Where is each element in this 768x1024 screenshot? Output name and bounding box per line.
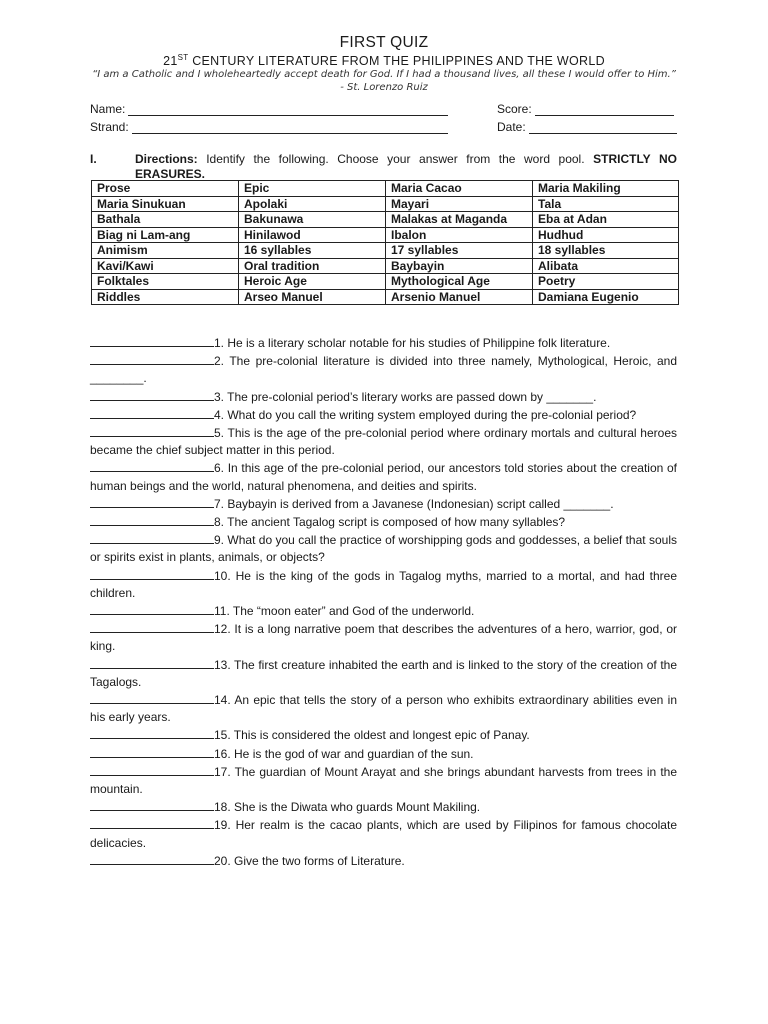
word-pool-cell: 16 syllables bbox=[239, 243, 386, 259]
question-item bbox=[90, 495, 677, 513]
word-pool-cell: Bakunawa bbox=[239, 212, 386, 228]
answer-blank[interactable] bbox=[90, 424, 214, 437]
word-pool-cell: Eba at Adan bbox=[533, 212, 679, 228]
question-item bbox=[90, 388, 677, 406]
word-pool-cell: Baybayin bbox=[386, 258, 533, 274]
word-pool-cell: Oral tradition bbox=[239, 258, 386, 274]
answer-blank[interactable] bbox=[90, 745, 214, 758]
answer-blank[interactable] bbox=[90, 334, 214, 347]
section-number: I. bbox=[90, 152, 97, 166]
question-item bbox=[90, 745, 677, 763]
question-text: 1. He is a literary scholar notable for his studies of Philippine folk literature. bbox=[214, 336, 611, 350]
question-text: 11. The “moon eater” and God of the underworld. bbox=[214, 604, 475, 619]
answer-blank[interactable] bbox=[90, 726, 214, 739]
answer-blank[interactable] bbox=[90, 352, 214, 365]
subject-title-number: 21 bbox=[163, 54, 178, 68]
answer-blank[interactable] bbox=[90, 763, 214, 776]
question-text: 3. The pre-colonial period’s literary works are passed down by _______. bbox=[214, 389, 597, 404]
question-text: 12. It is a long narrative poem that describes the adventures of a hero, warrior, god, or king. bbox=[90, 622, 677, 654]
question-text: 10. He is the king of the gods in Tagalog myths, married to a mortal, and had three children. bbox=[90, 568, 677, 600]
word-pool-cell: Mayari bbox=[386, 196, 533, 212]
question-item bbox=[90, 798, 677, 816]
date-field[interactable] bbox=[497, 120, 677, 134]
word-pool-cell: Kavi/Kawi bbox=[92, 258, 239, 274]
word-pool-cell: Bathala bbox=[92, 212, 239, 228]
question-text: 19. Her realm is the cacao plants, which are used by Filipinos for famous chocolate delicacies. bbox=[90, 818, 677, 850]
quote-author: - St. Lorenzo Ruiz bbox=[340, 82, 428, 93]
name-field[interactable] bbox=[90, 102, 448, 116]
word-pool-cell: Ibalon bbox=[386, 227, 533, 243]
answer-blank[interactable] bbox=[90, 459, 214, 472]
question-item bbox=[90, 816, 677, 851]
answer-blank[interactable] bbox=[90, 620, 214, 633]
answer-blank[interactable] bbox=[90, 567, 214, 580]
word-pool-row bbox=[92, 181, 679, 197]
word-pool-cell: Alibata bbox=[533, 258, 679, 274]
word-pool-cell: Maria Sinukuan bbox=[92, 196, 239, 212]
answer-blank[interactable] bbox=[90, 691, 214, 704]
word-pool-row bbox=[92, 243, 679, 259]
question-item bbox=[90, 459, 677, 494]
answer-blank[interactable] bbox=[90, 602, 214, 615]
answer-blank[interactable] bbox=[90, 816, 214, 829]
question-item bbox=[90, 852, 677, 870]
answer-blank[interactable] bbox=[90, 798, 214, 811]
word-pool-cell: Maria Makiling bbox=[533, 181, 679, 197]
subject-title-suffix: ST bbox=[177, 53, 189, 62]
question-text: 2. The pre-colonial literature is divided into three namely, Mythological, Heroic, and ________. bbox=[90, 354, 677, 386]
word-pool-cell: 18 syllables bbox=[533, 243, 679, 259]
directions-text: Identify the following. Choose your answer from the word pool. bbox=[197, 152, 594, 166]
answer-blank[interactable] bbox=[90, 388, 214, 401]
strand-label: Strand: bbox=[90, 120, 129, 134]
question-item bbox=[90, 334, 677, 352]
word-pool-cell: Arseo Manuel bbox=[239, 289, 386, 305]
word-pool-cell: Hudhud bbox=[533, 227, 679, 243]
question-text: 18. She is the Diwata who guards Mount Makiling. bbox=[214, 800, 481, 815]
question-item bbox=[90, 691, 677, 726]
date-label: Date: bbox=[497, 120, 526, 134]
word-pool-row bbox=[92, 227, 679, 243]
score-field[interactable] bbox=[497, 102, 674, 116]
question-text: 4. What do you call the writing system employed during the pre-colonial period? bbox=[214, 407, 637, 422]
answer-blank[interactable] bbox=[90, 531, 214, 544]
word-pool-row bbox=[92, 196, 679, 212]
question-item bbox=[90, 424, 677, 459]
word-pool-cell: Maria Cacao bbox=[386, 181, 533, 197]
question-text: 13. The first creature inhabited the earth and is linked to the story of the creation of the Tagalogs. bbox=[90, 657, 677, 689]
question-text: 6. In this age of the pre-colonial period, our ancestors told stories about the creation of human beings and the world, natural phenomena, and deities and spirits. bbox=[90, 461, 677, 493]
word-pool-cell: Prose bbox=[92, 181, 239, 197]
answer-blank[interactable] bbox=[90, 495, 214, 508]
word-pool-row bbox=[92, 212, 679, 228]
question-text: 9. What do you call the practice of worshipping gods and goddesses, a belief that souls or spirits exist in plants, animals, or objects? bbox=[90, 533, 677, 565]
page-title: FIRST QUIZ bbox=[339, 34, 429, 51]
subject-title bbox=[0, 53, 768, 68]
question-item bbox=[90, 726, 677, 744]
answer-blank[interactable] bbox=[90, 852, 214, 865]
word-pool-cell: Poetry bbox=[533, 274, 679, 290]
word-pool-row bbox=[92, 258, 679, 274]
strand-line[interactable] bbox=[132, 120, 448, 134]
word-pool-cell: Apolaki bbox=[239, 196, 386, 212]
word-pool-cell: Folktales bbox=[92, 274, 239, 290]
word-pool-cell: Biag ni Lam-ang bbox=[92, 227, 239, 243]
word-pool-cell: Damiana Eugenio bbox=[533, 289, 679, 305]
word-pool-cell: Riddles bbox=[92, 289, 239, 305]
question-item bbox=[90, 620, 677, 655]
word-pool-cell: Tala bbox=[533, 196, 679, 212]
question-text: 5. This is the age of the pre-colonial period where ordinary mortals and cultural heroes became the chief subject matter in this period. bbox=[90, 426, 677, 458]
question-text: 14. An epic that tells the story of a person who exhibits extraordinary abilities even in his early years. bbox=[90, 693, 677, 725]
name-line[interactable] bbox=[128, 102, 448, 116]
question-item bbox=[90, 602, 677, 620]
date-line[interactable] bbox=[529, 120, 677, 134]
question-text: 7. Baybayin is derived from a Javanese (Indonesian) script called _______. bbox=[214, 496, 614, 511]
question-item bbox=[90, 567, 677, 602]
word-pool-cell: Heroic Age bbox=[239, 274, 386, 290]
question-item bbox=[90, 763, 677, 798]
question-item bbox=[90, 352, 677, 387]
question-item bbox=[90, 656, 677, 691]
word-pool-cell: 17 syllables bbox=[386, 243, 533, 259]
question-text: 16. He is the god of war and guardian of the sun. bbox=[214, 746, 474, 761]
quote: “I am a Catholic and I wholeheartedly accept death for God. If I had a thousand lives, all these I would offer to Him.” bbox=[92, 69, 676, 80]
answer-blank[interactable] bbox=[90, 656, 214, 669]
strand-field[interactable] bbox=[90, 120, 448, 134]
word-pool-cell: Mythological Age bbox=[386, 274, 533, 290]
question-item bbox=[90, 406, 677, 424]
word-pool-cell: Arsenio Manuel bbox=[386, 289, 533, 305]
word-pool-table bbox=[91, 180, 679, 305]
question-text: 8. The ancient Tagalog script is composed of how many syllables? bbox=[214, 515, 566, 530]
directions-label: Directions: bbox=[135, 152, 198, 166]
question-item bbox=[90, 513, 677, 531]
word-pool-cell: Animism bbox=[92, 243, 239, 259]
answer-blank[interactable] bbox=[90, 513, 214, 526]
answer-blank[interactable] bbox=[90, 406, 214, 419]
score-line[interactable] bbox=[535, 102, 674, 116]
directions bbox=[135, 152, 677, 181]
word-pool-row bbox=[92, 289, 679, 305]
word-pool-cell: Malakas at Maganda bbox=[386, 212, 533, 228]
word-pool-row bbox=[92, 274, 679, 290]
question-text: 17. The guardian of Mount Arayat and she brings abundant harvests from trees in the mountain. bbox=[90, 764, 677, 797]
question-text: 15. This is considered the oldest and longest epic of Panay. bbox=[214, 728, 530, 743]
question-list bbox=[90, 334, 677, 870]
question-text: 20. Give the two forms of Literature. bbox=[214, 853, 405, 868]
directions-emphasis: STRICTLY NO ERASURES. bbox=[135, 152, 677, 181]
name-label: Name: bbox=[90, 102, 126, 116]
question-item bbox=[90, 531, 677, 566]
word-pool-cell: Epic bbox=[239, 181, 386, 197]
subject-title-text: CENTURY LITERATURE FROM THE PHILIPPINES AND THE WORLD bbox=[188, 54, 605, 68]
score-label: Score: bbox=[497, 102, 532, 116]
word-pool-cell: Hinilawod bbox=[239, 227, 386, 243]
